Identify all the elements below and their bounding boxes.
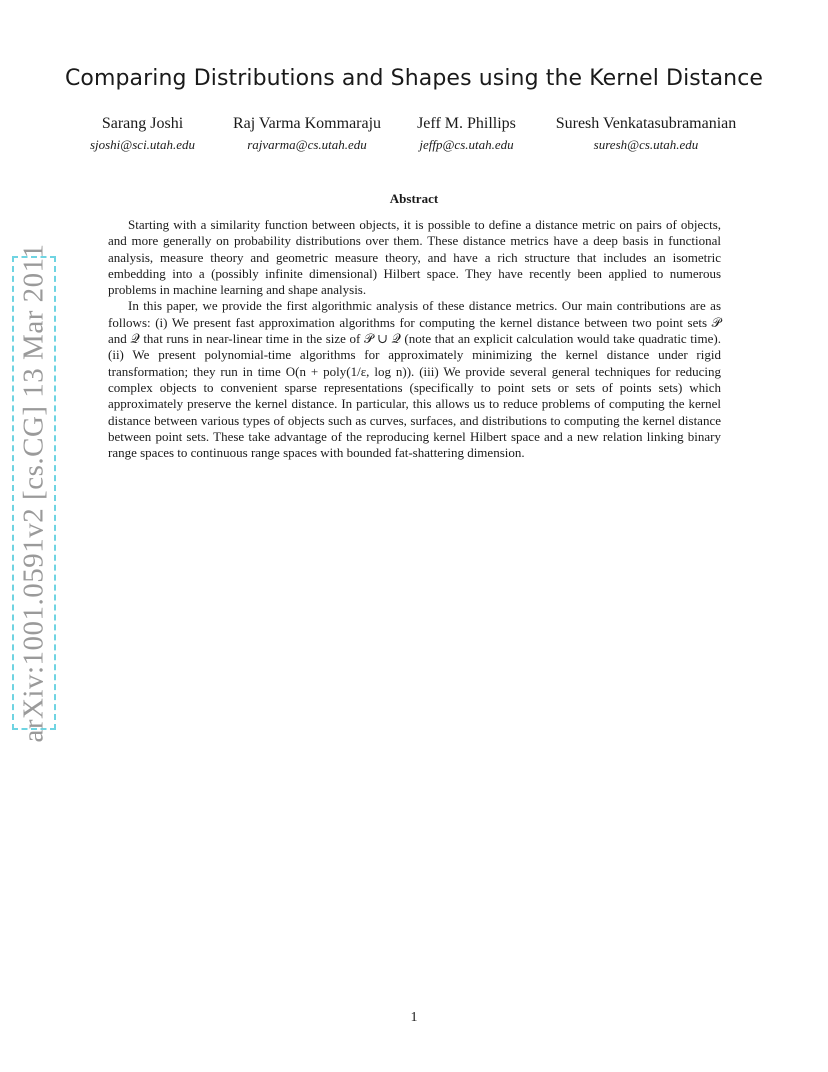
abstract-body: [108, 217, 721, 461]
author-name: Jeff M. Phillips: [417, 115, 516, 132]
abstract-paragraph: Starting with a similarity function between objects, it is possible to define a distance metric on pairs of objects, and more generally on probability distributions over them. These distance metrics have a deep basis in functional analysis, measure theory and geometric measure theory, and have a rich structure that includes an isometric embedding into a (possibly infinite dimensional) Hilbert space. They have recently been applied to numerous problems in machine learning and shape analysis.: [108, 217, 721, 298]
author-name: Raj Varma Kommaraju: [232, 115, 382, 132]
author-block: [86, 114, 199, 154]
author-email: rajvarma@cs.utah.edu: [247, 137, 367, 152]
author-block: [409, 114, 524, 154]
page-number: 1: [410, 1010, 418, 1025]
author-email: sjoshi@sci.utah.edu: [89, 137, 196, 152]
author-block: [226, 114, 388, 154]
abstract-heading: Abstract: [389, 191, 439, 206]
author-email: suresh@cs.utah.edu: [593, 137, 699, 152]
paper-title: Comparing Distributions and Shapes using the Kernel Distance: [64, 66, 764, 91]
author-name: Sarang Joshi: [101, 115, 184, 132]
abstract-paragraph: In this paper, we provide the first algorithmic analysis of these distance metrics. Our main contributions are as follows: (i) We present fast approximation algorithms for computing the kernel distance between two point sets 𝒫 and 𝒬 that runs in near-linear time in the size of 𝒫 ∪ 𝒬 (note that an explicit calculation would take quadratic time). (ii) We present polynomial-time algorithms for approximately minimizing the kernel distance under rigid transformation; they run in time O(n + poly(1/ε, log n)). (iii) We provide several general techniques for reducing complex objects to convenient sparse representations (specifically to point sets or sets of points sets) which approximately preserve the kernel distance. In particular, this allows us to reduce problems of computing the kernel distance between various types of objects such as curves, surfaces, and distributions to computing the kernel distance between point sets. These take advantage of the reproducing kernel Hilbert space and a new relation linking binary range spaces to continuous range spaces with bounded fat-shattering dimension.: [108, 298, 721, 461]
author-email: jeffp@cs.utah.edu: [419, 137, 514, 152]
author-block: [546, 114, 746, 154]
author-name: Suresh Venkatasubramanian: [555, 115, 737, 132]
arxiv-identifier: arXiv:1001.0591v2 [cs.CG] 13 Mar 2011: [17, 243, 50, 743]
